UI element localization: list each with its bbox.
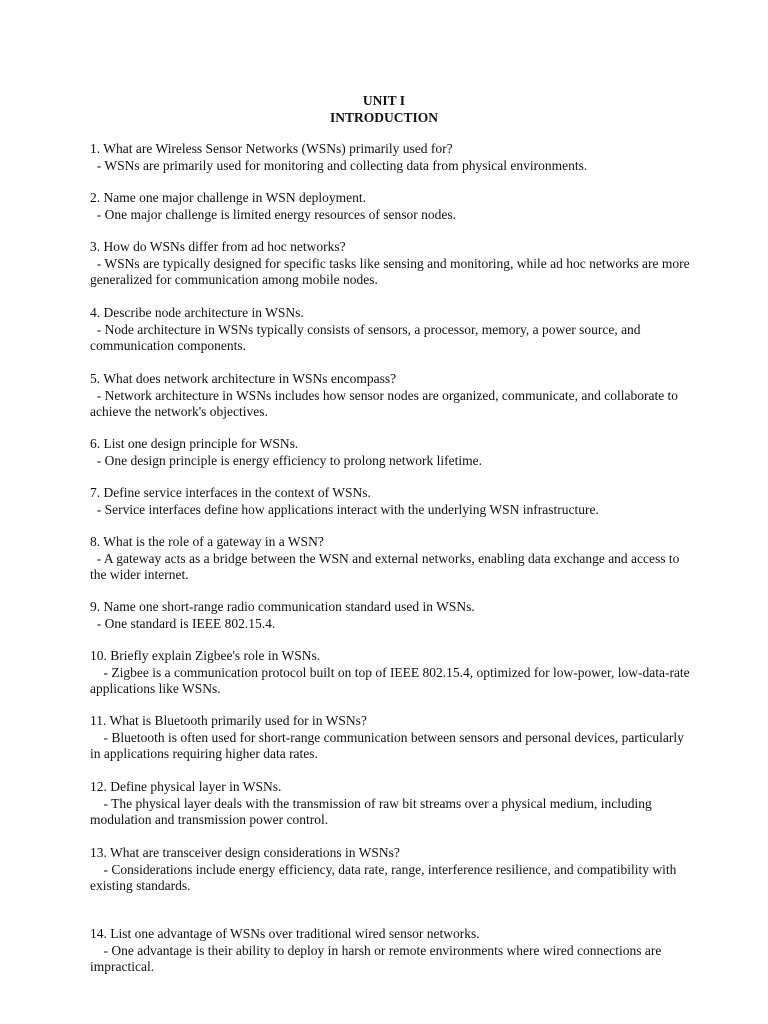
question: 13. What are transceiver design considerations in WSNs? bbox=[90, 845, 400, 860]
answer bbox=[90, 796, 690, 829]
answer-text: - WSNs are primarily used for monitoring and collecting data from physical environments. bbox=[96, 157, 588, 173]
question: 14. List one advantage of WSNs over traditional wired sensor networks. bbox=[90, 926, 480, 941]
qa-item-6 bbox=[90, 436, 690, 469]
answer bbox=[90, 665, 690, 698]
qa-item-11 bbox=[90, 713, 690, 763]
question: 8. What is the role of a gateway in a WSN? bbox=[90, 534, 324, 549]
answer-text: - Considerations include energy efficiency, data rate, range, interference resilience, and compatibility with existing standards. bbox=[90, 861, 677, 893]
question: 3. How do WSNs differ from ad hoc networks? bbox=[90, 239, 346, 254]
answer-text: - The physical layer deals with the transmission of raw bit streams over a physical medium, including modulation and transmission power control. bbox=[90, 795, 652, 827]
answer-text: - One major challenge is limited energy resources of sensor nodes. bbox=[96, 206, 457, 222]
answer bbox=[90, 207, 690, 224]
qa-item-1 bbox=[90, 141, 690, 174]
question: 5. What does network architecture in WSNs encompass? bbox=[90, 371, 397, 386]
answer bbox=[90, 256, 690, 289]
answer-text: - Zigbee is a communication protocol built on top of IEEE 802.15.4, optimized for low-power, low-data-rate applications like WSNs. bbox=[90, 664, 690, 696]
qa-item-13 bbox=[90, 845, 690, 895]
question: 7. Define service interfaces in the context of WSNs. bbox=[90, 485, 371, 500]
question: 9. Name one short-range radio communication standard used in WSNs. bbox=[90, 599, 475, 614]
question: 10. Briefly explain Zigbee's role in WSNs. bbox=[90, 648, 321, 663]
answer-text: - Network architecture in WSNs includes how sensor nodes are organized, communicate, and collaborate to achieve the network's objectives. bbox=[90, 387, 679, 419]
qa-item-12 bbox=[90, 779, 690, 829]
question: 4. Describe node architecture in WSNs. bbox=[90, 305, 304, 320]
section-title: INTRODUCTION bbox=[329, 110, 438, 125]
qa-item-5 bbox=[90, 371, 690, 421]
qa-item-14 bbox=[90, 926, 690, 976]
question: 2. Name one major challenge in WSN deployment. bbox=[90, 190, 367, 205]
answer bbox=[90, 322, 690, 355]
answer-text: - One advantage is their ability to deploy in harsh or remote environments where wired connections are impractical. bbox=[90, 942, 662, 974]
qa-item-8 bbox=[90, 534, 690, 584]
unit-heading: UNIT I bbox=[362, 93, 406, 108]
qa-item-7 bbox=[90, 485, 690, 518]
answer bbox=[90, 730, 690, 763]
answer bbox=[90, 502, 690, 519]
answer-text: - One standard is IEEE 802.15.4. bbox=[96, 615, 276, 631]
question: 12. Define physical layer in WSNs. bbox=[90, 779, 282, 794]
answer-text: - Node architecture in WSNs typically consists of sensors, a processor, memory, a power source, and communication components. bbox=[90, 321, 641, 353]
answer bbox=[90, 158, 690, 175]
question: 11. What is Bluetooth primarily used for in WSNs? bbox=[90, 713, 367, 728]
answer bbox=[90, 862, 690, 895]
answer-text: - A gateway acts as a bridge between the WSN and external networks, enabling data exchange and access to the wider internet. bbox=[90, 550, 680, 582]
qa-item-9 bbox=[90, 599, 690, 632]
question: 6. List one design principle for WSNs. bbox=[90, 436, 299, 451]
answer bbox=[90, 388, 690, 421]
qa-item-2 bbox=[90, 190, 690, 223]
answer bbox=[90, 551, 690, 584]
qa-item-4 bbox=[90, 305, 690, 355]
answer-text: - One design principle is energy efficiency to prolong network lifetime. bbox=[96, 452, 483, 468]
question: 1. What are Wireless Sensor Networks (WSNs) primarily used for? bbox=[90, 141, 453, 156]
answer bbox=[90, 453, 690, 470]
answer-text: - Service interfaces define how applications interact with the underlying WSN infrastructure. bbox=[96, 501, 599, 517]
qa-item-3 bbox=[90, 239, 690, 289]
qa-item-10 bbox=[90, 648, 690, 698]
answer-text: - Bluetooth is often used for short-range communication between sensors and personal devices, particularly in applications requiring higher data rates. bbox=[90, 729, 684, 761]
answer bbox=[90, 616, 690, 633]
answer-text: - WSNs are typically designed for specific tasks like sensing and monitoring, while ad hoc networks are more generalized for communication among mobile nodes. bbox=[90, 255, 690, 287]
answer bbox=[90, 943, 690, 976]
